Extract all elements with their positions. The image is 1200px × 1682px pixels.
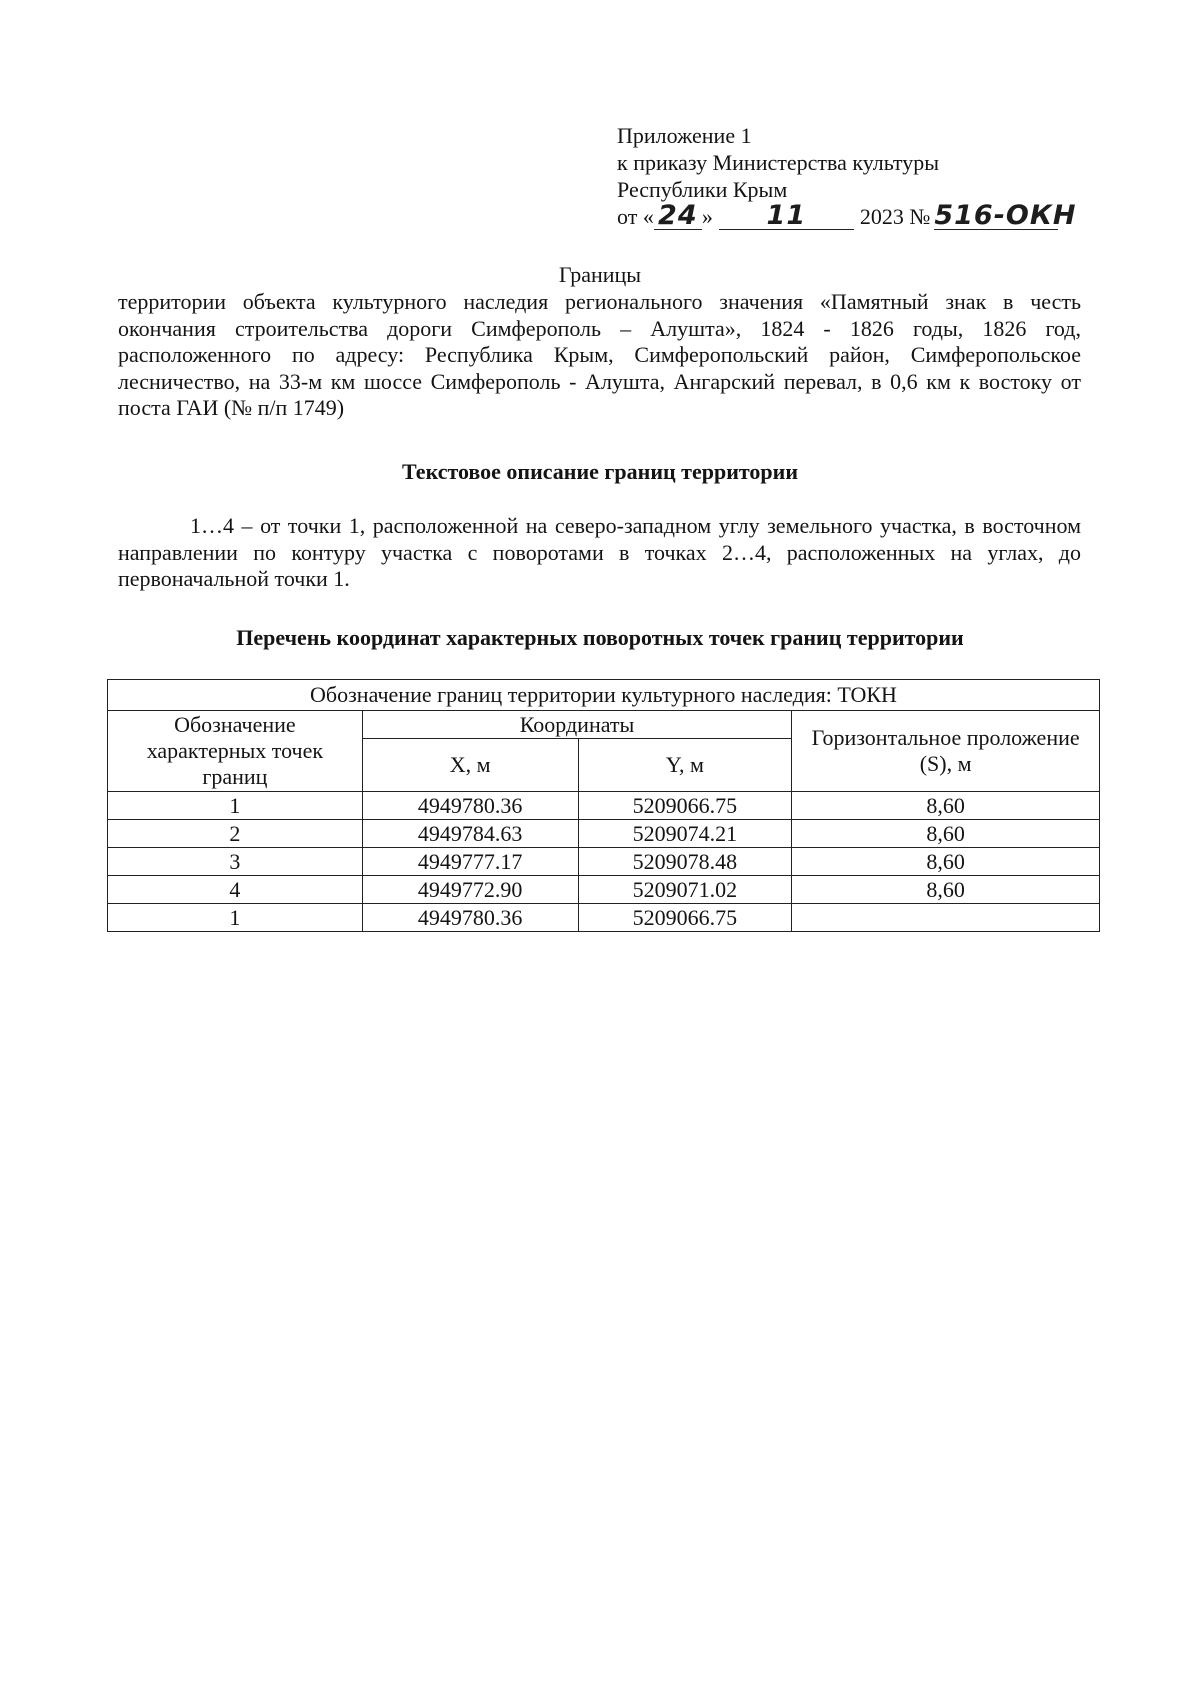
- header-x: X, м: [362, 739, 578, 792]
- date-day-field: [654, 200, 702, 231]
- appendix-title: Приложение 1: [617, 123, 752, 148]
- cell-y: 5209078.48: [578, 848, 792, 876]
- table-caption-row: [108, 680, 1100, 711]
- text-description-heading: Текстовое описание границ территории: [401, 459, 799, 484]
- cell-point: 2: [108, 820, 363, 848]
- table-row: [108, 876, 1100, 904]
- cell-distance: 8,60: [792, 848, 1100, 876]
- header-horizontal-distance: Горизонтальное проложение (S), м: [792, 711, 1100, 792]
- cell-x: 4949780.36: [362, 904, 578, 932]
- cell-point: 3: [108, 848, 363, 876]
- cell-y: 5209066.75: [578, 792, 792, 820]
- cell-distance: [792, 904, 1100, 932]
- boundaries-title-body: территории объекта культурного наследия регионального значения «Памятный знак в честь окончания строительства дороги Симферополь – Алушта», 1824 - 1826 годы, 1826 год, расположенного по адресу: Республика Крым, Симферопольский район, Симферопольское лесничество, на 33-м км шоссе Симферополь - Алушта, Ангарский перевал, в 0,6 км к востоку от поста ГАИ (№ п/п 1749): [118, 289, 1081, 420]
- table-row: [108, 848, 1100, 876]
- appendix-republic: Республики Крым: [617, 177, 788, 202]
- appendix-date-line: [617, 200, 1077, 231]
- text-description-body: 1…4 – от точки 1, расположенной на северо-западном углу земельного участка, в восточном направлении по контуру участка с поворотами в точках 2…4, расположенных на углах, до первоначальной точки 1.: [118, 513, 1081, 591]
- cell-distance: 8,60: [792, 792, 1100, 820]
- cell-y: 5209066.75: [578, 904, 792, 932]
- cell-x: 4949780.36: [362, 792, 578, 820]
- header-point-designation: Обозначение характерных точек границ: [108, 711, 363, 792]
- order-number-field: [934, 200, 1077, 231]
- table-row: [108, 820, 1100, 848]
- cell-point: 1: [108, 792, 363, 820]
- cell-point: 4: [108, 876, 363, 904]
- table-row: [108, 904, 1100, 932]
- date-month-field: [719, 200, 854, 231]
- appendix-block: [617, 122, 1077, 231]
- date-year-label: 2023 №: [859, 204, 931, 229]
- appendix-order-ref: к приказу Министерства культуры: [617, 150, 940, 175]
- date-quote-close: »: [701, 204, 713, 229]
- table-caption: Обозначение границ территории культурного наследия: ТОКН: [108, 680, 1100, 711]
- table-row: [108, 792, 1100, 820]
- coordinates-table: [107, 679, 1100, 932]
- cell-distance: 8,60: [792, 820, 1100, 848]
- date-month-handwritten: 11: [766, 200, 807, 231]
- order-number-handwritten: 516-ОКН: [934, 200, 1077, 231]
- header-y: Y, м: [578, 739, 792, 792]
- coordinates-heading: Перечень координат характерных поворотных точек границ территории: [236, 625, 964, 650]
- cell-x: 4949784.63: [362, 820, 578, 848]
- header-coordinates: Координаты: [362, 711, 792, 739]
- boundaries-heading: Границы: [558, 262, 642, 287]
- date-prefix: от «: [617, 204, 654, 229]
- table-header-row: [108, 711, 1100, 739]
- cell-point: 1: [108, 904, 363, 932]
- cell-y: 5209071.02: [578, 876, 792, 904]
- cell-distance: 8,60: [792, 876, 1100, 904]
- date-day-handwritten: 24: [658, 200, 698, 231]
- cell-y: 5209074.21: [578, 820, 792, 848]
- cell-x: 4949777.17: [362, 848, 578, 876]
- cell-x: 4949772.90: [362, 876, 578, 904]
